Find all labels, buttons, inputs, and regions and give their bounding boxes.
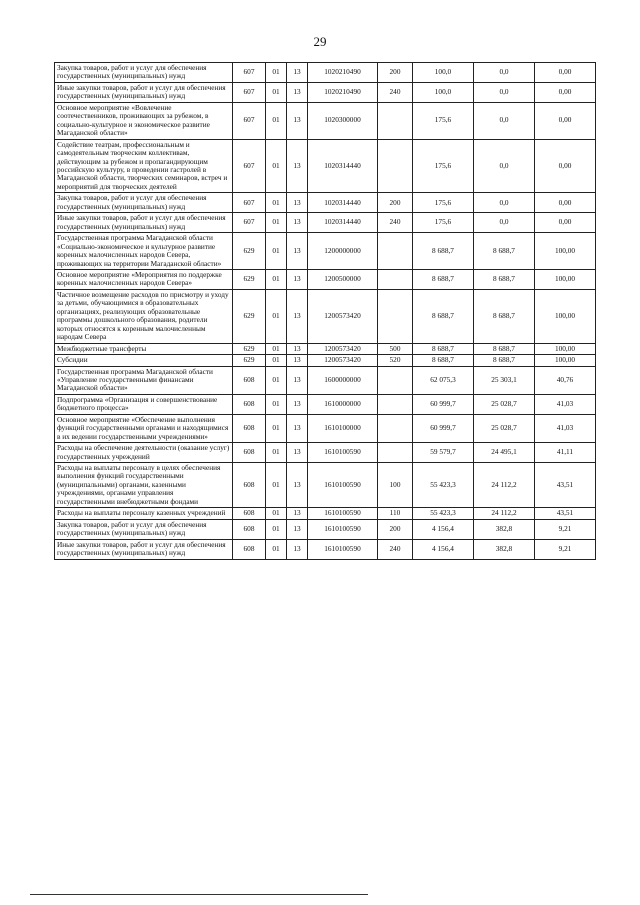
row-name: Закупка товаров, работ и услуг для обеспечения государственных (муниципальных) нужд [55,519,233,539]
row-code-expense-type: 240 [378,82,413,102]
row-executed: 0,0 [474,213,535,233]
row-planned: 55 423,3 [413,463,474,508]
row-code-target: 1610100590 [308,508,378,519]
row-code-section: 01 [266,366,287,394]
row-percent: 100,00 [535,269,596,289]
row-executed: 0,0 [474,82,535,102]
row-name: Основное мероприятие «Вовлечение соотечественников, проживающих за рубежом, в социально-культурное и экономическое развитие Магаданской области» [55,102,233,139]
row-code-expense-type [378,414,413,442]
row-code-expense-type [378,289,413,343]
budget-table [54,62,596,560]
row-name: Содействие театрам, профессиональным и самодеятельным творческим коллективам, действующим за рубежом и пропагандирующим российскую культуру, в проведении гастролей в Магаданской области, творческих семинаров, встреч и мероприятий для творческих деятелей [55,139,233,193]
row-executed: 8 688,7 [474,355,535,366]
row-code-subsection: 13 [287,289,308,343]
table-row [55,63,596,83]
row-code-target: 1020210490 [308,63,378,83]
row-planned: 8 688,7 [413,269,474,289]
row-executed: 0,0 [474,102,535,139]
row-code-ministry: 608 [233,508,266,519]
row-name: Основное мероприятие «Мероприятия по поддержке коренных малочисленных народов Севера» [55,269,233,289]
row-planned: 4 156,4 [413,539,474,559]
row-executed: 25 028,7 [474,414,535,442]
table-row [55,539,596,559]
row-code-subsection: 13 [287,233,308,270]
row-executed: 8 688,7 [474,269,535,289]
row-code-subsection: 13 [287,414,308,442]
row-name: Иные закупки товаров, работ и услуг для обеспечения государственных (муниципальных) нужд [55,213,233,233]
row-code-target: 1600000000 [308,366,378,394]
table-row [55,102,596,139]
row-code-ministry: 607 [233,139,266,193]
row-percent: 43,51 [535,463,596,508]
row-percent: 0,00 [535,63,596,83]
table-row [55,139,596,193]
row-code-ministry: 607 [233,82,266,102]
row-code-expense-type: 100 [378,463,413,508]
row-percent: 0,00 [535,213,596,233]
row-code-section: 01 [266,289,287,343]
row-code-target: 1020314440 [308,213,378,233]
row-percent: 0,00 [535,82,596,102]
row-name: Подпрограмма «Организация и совершенствование бюджетного процесса» [55,394,233,414]
row-percent: 40,76 [535,366,596,394]
row-planned: 8 688,7 [413,289,474,343]
row-name: Субсидии [55,355,233,366]
row-executed: 382,8 [474,519,535,539]
row-code-section: 01 [266,213,287,233]
row-name: Иные закупки товаров, работ и услуг для обеспечения государственных (муниципальных) нужд [55,82,233,102]
row-code-ministry: 608 [233,414,266,442]
row-code-expense-type [378,102,413,139]
row-code-section: 01 [266,343,287,354]
row-planned: 175,6 [413,213,474,233]
row-code-subsection: 13 [287,355,308,366]
row-name: Расходы на выплаты персоналу казенных учреждений [55,508,233,519]
row-code-section: 01 [266,233,287,270]
row-code-ministry: 629 [233,343,266,354]
row-planned: 100,0 [413,63,474,83]
row-code-target: 1610000000 [308,394,378,414]
row-code-ministry: 608 [233,394,266,414]
row-code-ministry: 607 [233,102,266,139]
row-percent: 100,00 [535,289,596,343]
row-code-expense-type [378,394,413,414]
row-planned: 100,0 [413,82,474,102]
row-name: Иные закупки товаров, работ и услуг для обеспечения государственных (муниципальных) нужд [55,539,233,559]
row-percent: 0,00 [535,193,596,213]
table-row [55,463,596,508]
row-code-section: 01 [266,82,287,102]
row-name: Закупка товаров, работ и услуг для обеспечения государственных (муниципальных) нужд [55,193,233,213]
row-name: Межбюджетные трансферты [55,343,233,354]
row-code-target: 1020314440 [308,139,378,193]
row-code-subsection: 13 [287,366,308,394]
row-planned: 175,6 [413,102,474,139]
row-code-ministry: 607 [233,213,266,233]
table-row [55,193,596,213]
table-row [55,519,596,539]
row-code-section: 01 [266,508,287,519]
row-code-target: 1610100590 [308,443,378,463]
row-planned: 8 688,7 [413,233,474,270]
page-number: 29 [313,34,327,49]
row-code-target: 1020300000 [308,102,378,139]
row-code-subsection: 13 [287,139,308,193]
row-code-target: 1610100000 [308,414,378,442]
row-code-section: 01 [266,102,287,139]
row-code-expense-type: 520 [378,355,413,366]
row-code-expense-type: 200 [378,193,413,213]
row-code-ministry: 608 [233,366,266,394]
row-code-expense-type: 200 [378,519,413,539]
row-code-ministry: 608 [233,463,266,508]
row-planned: 62 075,3 [413,366,474,394]
row-name: Основное мероприятие «Обеспечение выполнения функций государственными органами и находящимися в их ведении государственными учреждениями» [55,414,233,442]
row-executed: 25 303,1 [474,366,535,394]
row-code-subsection: 13 [287,519,308,539]
row-code-expense-type: 240 [378,539,413,559]
row-name: Государственная программа Магаданской области «Социально-экономическое и культурное развитие коренных малочисленных народов Севера, проживающих на территории Магаданской области» [55,233,233,270]
table-row [55,289,596,343]
row-code-expense-type: 200 [378,63,413,83]
row-planned: 55 423,3 [413,508,474,519]
row-executed: 0,0 [474,139,535,193]
row-executed: 0,0 [474,193,535,213]
row-code-subsection: 13 [287,539,308,559]
row-percent: 41,03 [535,414,596,442]
row-planned: 8 688,7 [413,343,474,354]
row-code-expense-type [378,443,413,463]
row-code-subsection: 13 [287,463,308,508]
row-code-ministry: 608 [233,519,266,539]
row-code-ministry: 607 [233,63,266,83]
row-percent: 0,00 [535,102,596,139]
row-code-target: 1610100590 [308,539,378,559]
row-code-subsection: 13 [287,193,308,213]
row-code-target: 1200573420 [308,355,378,366]
row-planned: 175,6 [413,193,474,213]
row-code-expense-type [378,366,413,394]
row-code-ministry: 608 [233,539,266,559]
row-executed: 8 688,7 [474,233,535,270]
row-code-subsection: 13 [287,213,308,233]
row-code-subsection: 13 [287,63,308,83]
table-row [55,508,596,519]
row-name: Государственная программа Магаданской области «Управление государственными финансами Магаданской области» [55,366,233,394]
table-row [55,443,596,463]
row-percent: 0,00 [535,139,596,193]
row-code-target: 1020314440 [308,193,378,213]
row-planned: 175,6 [413,139,474,193]
row-executed: 25 028,7 [474,394,535,414]
row-code-subsection: 13 [287,102,308,139]
row-code-target: 1020210490 [308,82,378,102]
row-percent: 100,00 [535,233,596,270]
row-code-expense-type [378,233,413,270]
row-code-section: 01 [266,139,287,193]
row-code-ministry: 629 [233,355,266,366]
row-percent: 9,21 [535,539,596,559]
row-name: Частичное возмещение расходов по присмотру и уходу за детьми, обучающимися в образовательных организациях, реализующих образовательные программы дошкольного образования, родители которых относятся к коренным малочисленным народам Севера [55,289,233,343]
table-row [55,414,596,442]
row-code-target: 1610100590 [308,519,378,539]
row-code-ministry: 607 [233,193,266,213]
row-code-subsection: 13 [287,394,308,414]
row-executed: 24 112,2 [474,508,535,519]
row-code-section: 01 [266,63,287,83]
row-code-subsection: 13 [287,343,308,354]
table-row [55,213,596,233]
row-executed: 24 112,2 [474,463,535,508]
row-executed: 8 688,7 [474,343,535,354]
row-code-subsection: 13 [287,82,308,102]
row-code-target: 1200573420 [308,343,378,354]
table-row [55,366,596,394]
row-code-ministry: 608 [233,443,266,463]
table-row [55,233,596,270]
row-planned: 60 999,7 [413,414,474,442]
row-code-expense-type: 240 [378,213,413,233]
row-code-expense-type [378,139,413,193]
row-code-target: 1200500000 [308,269,378,289]
row-code-expense-type: 110 [378,508,413,519]
row-percent: 100,00 [535,355,596,366]
table-row [55,269,596,289]
row-code-ministry: 629 [233,233,266,270]
table-row [55,394,596,414]
footer-divider [30,894,368,895]
row-code-subsection: 13 [287,269,308,289]
row-name: Расходы на обеспечение деятельности (оказание услуг) государственных учреждений [55,443,233,463]
row-code-expense-type: 500 [378,343,413,354]
table-row [55,82,596,102]
row-code-section: 01 [266,355,287,366]
row-planned: 4 156,4 [413,519,474,539]
row-name: Расходы на выплаты персоналу в целях обеспечения выполнения функций государственными (муниципальными) органами, казенными учреждениями, органами управления государственными внебюджетными фондами [55,463,233,508]
row-planned: 8 688,7 [413,355,474,366]
row-code-section: 01 [266,519,287,539]
row-executed: 0,0 [474,63,535,83]
row-code-section: 01 [266,463,287,508]
row-code-section: 01 [266,394,287,414]
row-code-section: 01 [266,193,287,213]
row-planned: 59 579,7 [413,443,474,463]
row-percent: 41,11 [535,443,596,463]
table-row [55,355,596,366]
row-executed: 8 688,7 [474,289,535,343]
row-planned: 60 999,7 [413,394,474,414]
row-code-section: 01 [266,269,287,289]
row-percent: 9,21 [535,519,596,539]
table-body [55,63,596,560]
row-code-ministry: 629 [233,269,266,289]
row-name: Закупка товаров, работ и услуг для обеспечения государственных (муниципальных) нужд [55,63,233,83]
row-percent: 43,51 [535,508,596,519]
row-code-ministry: 629 [233,289,266,343]
row-code-subsection: 13 [287,443,308,463]
row-code-target: 1610100590 [308,463,378,508]
row-code-expense-type [378,269,413,289]
row-code-section: 01 [266,443,287,463]
row-code-subsection: 13 [287,508,308,519]
row-executed: 24 495,1 [474,443,535,463]
row-percent: 100,00 [535,343,596,354]
row-executed: 382,8 [474,539,535,559]
row-code-section: 01 [266,539,287,559]
table-row [55,343,596,354]
row-code-section: 01 [266,414,287,442]
row-code-target: 1200573420 [308,289,378,343]
row-percent: 41,03 [535,394,596,414]
row-code-target: 1200000000 [308,233,378,270]
